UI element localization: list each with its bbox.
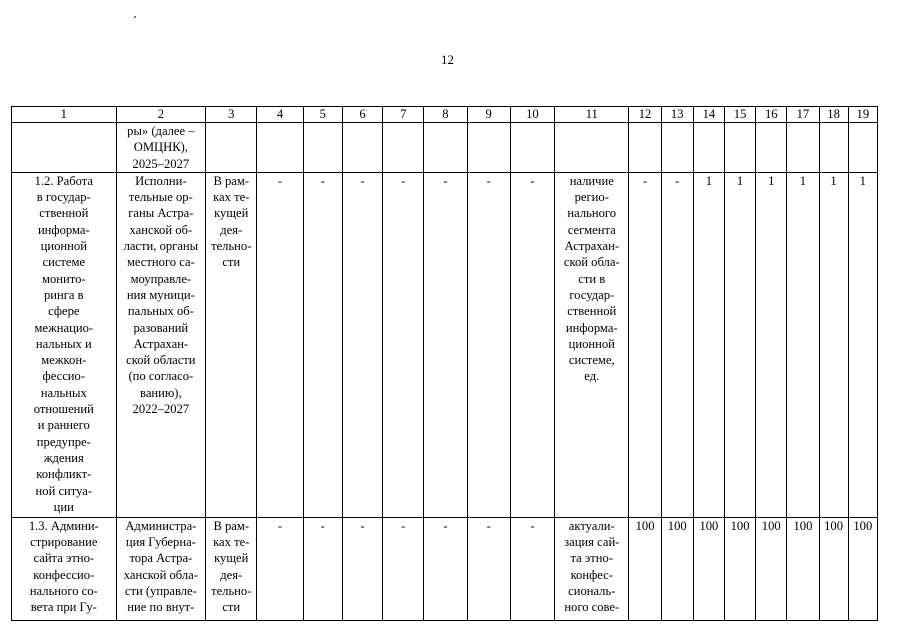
scan-speck — [134, 16, 136, 18]
cell-value: - — [467, 517, 510, 620]
cell-target: 100 — [724, 517, 755, 620]
cell-target: 1 — [756, 172, 787, 517]
cell-value: - — [424, 517, 467, 620]
col-header-5: 5 — [303, 107, 342, 123]
cell-activity — [12, 123, 117, 173]
table-row-continuation — [12, 123, 878, 173]
cell-target: 100 — [661, 517, 693, 620]
cell-target: 1 — [819, 172, 848, 517]
cell-target: 1 — [848, 172, 877, 517]
cell-target: 1 — [724, 172, 755, 517]
cell-target: 100 — [787, 517, 819, 620]
cell-executor: Исполни- тельные ор- ганы Астра- ханской об- ласти, органы местного са- моуправле- ния муници- пальных об- разований Астрахан- ской области (по согласо- ванию), 2022–2027 — [116, 172, 206, 517]
cell-target: 100 — [848, 517, 877, 620]
col-header-7: 7 — [383, 107, 424, 123]
col-header-1: 1 — [12, 107, 117, 123]
cell-target — [787, 123, 819, 173]
cell-target: - — [629, 172, 661, 517]
cell-target — [724, 123, 755, 173]
cell-funding — [206, 123, 257, 173]
cell-value — [342, 123, 382, 173]
cell-value — [303, 123, 342, 173]
col-header-4: 4 — [257, 107, 303, 123]
cell-indicator: актуали- зация сай- та этно- конфес- сиональ- ного сове- — [555, 517, 629, 620]
cell-target — [819, 123, 848, 173]
col-header-17: 17 — [787, 107, 819, 123]
col-header-18: 18 — [819, 107, 848, 123]
col-header-6: 6 — [342, 107, 382, 123]
cell-indicator: наличие регио- нального сегмента Астрахан- ской обла- сти в государ- ственной информа- ционной системе, ед. — [555, 172, 629, 517]
cell-activity: 1.3. Админи- стрирование сайта этно- конфессио- нального со- вета при Гу- — [12, 517, 117, 620]
cell-target: 1 — [693, 172, 724, 517]
col-header-19: 19 — [848, 107, 877, 123]
col-header-11: 11 — [555, 107, 629, 123]
cell-funding: В рам- ках те- кущей дея- тельно- сти — [206, 172, 257, 517]
cell-value — [424, 123, 467, 173]
cell-value: - — [303, 517, 342, 620]
cell-value — [257, 123, 303, 173]
cell-activity: 1.2. Работа в государ- ственной информа- ционной системе монито- ринга в сфере межнацио- нальных и межкон- фессио- нальных отношений и раннего предупре- ждения конфликт- ной ситуа- ции — [12, 172, 117, 517]
table-row-1-2 — [12, 172, 878, 517]
col-header-3: 3 — [206, 107, 257, 123]
col-header-15: 15 — [724, 107, 755, 123]
cell-target — [848, 123, 877, 173]
column-number-row — [12, 107, 878, 123]
cell-value: - — [383, 517, 424, 620]
cell-target: 1 — [787, 172, 819, 517]
cell-value: - — [342, 517, 382, 620]
cell-value: - — [257, 172, 303, 517]
cell-indicator — [555, 123, 629, 173]
cell-value — [510, 123, 554, 173]
cell-target: 100 — [756, 517, 787, 620]
cell-value — [383, 123, 424, 173]
cell-value: - — [424, 172, 467, 517]
cell-target: 100 — [629, 517, 661, 620]
cell-value: - — [303, 172, 342, 517]
cell-target — [693, 123, 724, 173]
table-row-1-3 — [12, 517, 878, 620]
cell-value: - — [467, 172, 510, 517]
cell-target: 100 — [693, 517, 724, 620]
col-header-14: 14 — [693, 107, 724, 123]
cell-value — [467, 123, 510, 173]
cell-target — [756, 123, 787, 173]
cell-target — [629, 123, 661, 173]
plan-table — [11, 106, 878, 621]
cell-executor: Администра- ция Губерна- тора Астра- ханской обла- сти (управле- ние по внут- — [116, 517, 206, 620]
col-header-13: 13 — [661, 107, 693, 123]
cell-value: - — [257, 517, 303, 620]
col-header-2: 2 — [116, 107, 206, 123]
col-header-9: 9 — [467, 107, 510, 123]
col-header-12: 12 — [629, 107, 661, 123]
cell-value: - — [510, 517, 554, 620]
cell-value: - — [342, 172, 382, 517]
cell-target: 100 — [819, 517, 848, 620]
col-header-16: 16 — [756, 107, 787, 123]
cell-target: - — [661, 172, 693, 517]
page-number: 12 — [441, 52, 454, 67]
cell-funding: В рам- ках те- кущей дея- тельно- сти — [206, 517, 257, 620]
cell-executor: ры» (далее – ОМЦНК), 2025–2027 — [116, 123, 206, 173]
cell-value: - — [383, 172, 424, 517]
cell-value: - — [510, 172, 554, 517]
col-header-10: 10 — [510, 107, 554, 123]
col-header-8: 8 — [424, 107, 467, 123]
cell-target — [661, 123, 693, 173]
